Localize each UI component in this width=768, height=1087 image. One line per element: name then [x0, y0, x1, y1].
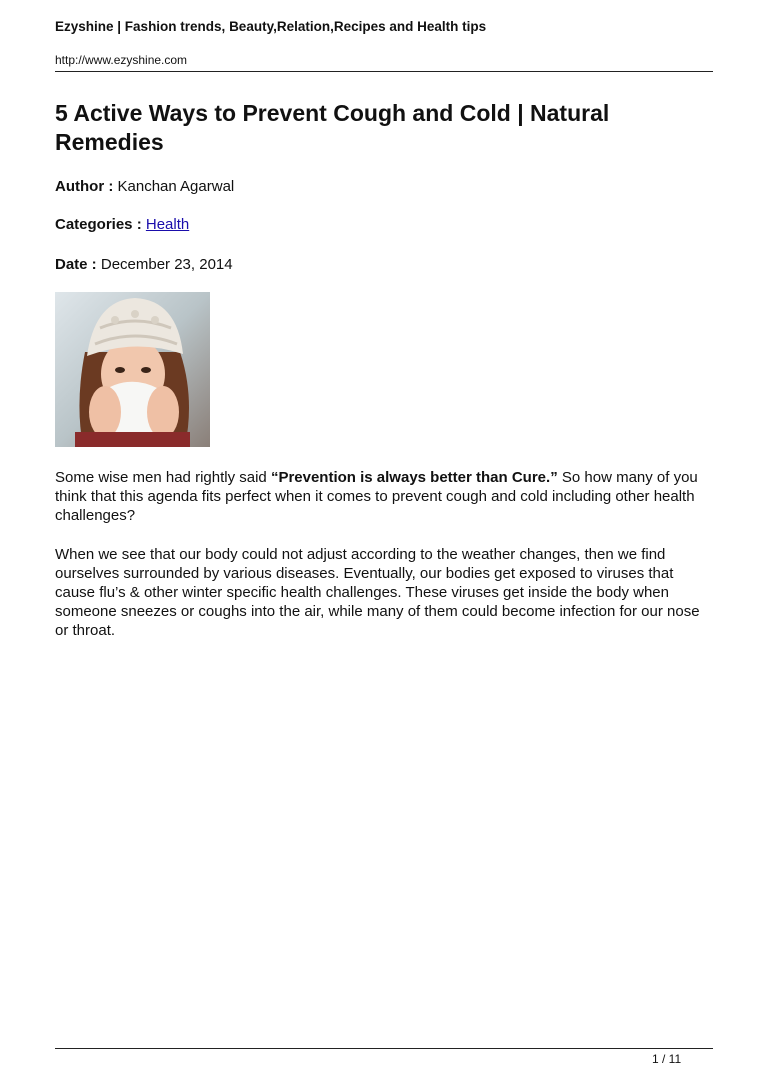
- site-url: http://www.ezyshine.com: [55, 53, 188, 67]
- quote-bold: “Prevention is always better than Cure.”: [270, 469, 558, 486]
- date-value: December 23, 2014: [100, 256, 233, 273]
- categories-label: Categories :: [55, 216, 142, 233]
- author-label: Author :: [55, 178, 114, 195]
- article-title: 5 Active Ways to Prevent Cough and Cold | Natural Remedies: [55, 100, 610, 155]
- date-label: Date :: [55, 256, 97, 273]
- author-line: [55, 178, 234, 195]
- header-divider: [55, 71, 713, 72]
- author-name: Kanchan Agarwal: [117, 178, 235, 195]
- category-link[interactable]: Health: [145, 216, 190, 233]
- footer-divider: [55, 1048, 713, 1049]
- paragraph-1: Some wise men had rightly said “Prevention is always better than Cure.” So how many of you think that this agenda fits perfect when it comes to prevent cough and cold including other health challenges?: [55, 469, 698, 524]
- date-line: [55, 256, 233, 273]
- page-number: 1 / 11: [652, 1052, 682, 1066]
- paragraph-2: When we see that our body could not adjust according to the weather changes, then we find ourselves surrounded by various diseases. Eventually, our bodies get exposed to viruses that cause flu’s & other winter specific health challenges. These viruses get inside the body when someone sneezes or coughs into the air, while many of them could become infection for our nose or throat.: [55, 546, 700, 639]
- categories-line: [55, 216, 189, 233]
- article-photo: [55, 292, 210, 447]
- site-title: Ezyshine | Fashion trends, Beauty,Relation,Recipes and Health tips: [55, 19, 487, 34]
